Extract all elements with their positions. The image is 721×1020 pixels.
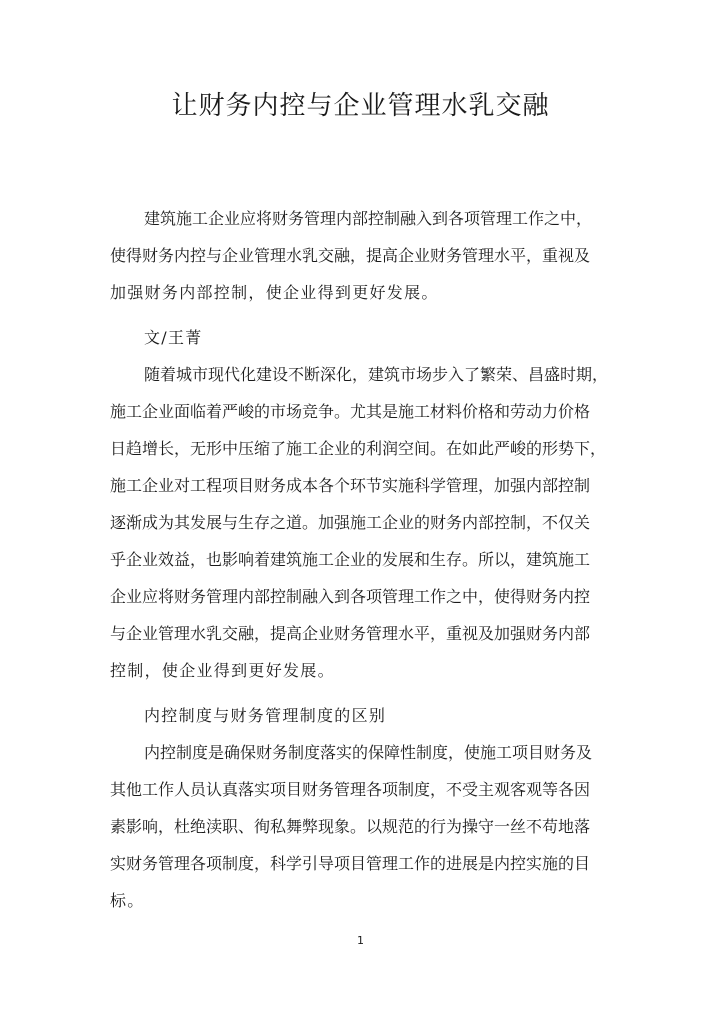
text-line: 其他工作人员认真落实项目财务管理各项制度，不受主观客观等各因 (110, 780, 591, 799)
text-line: 施工企业对工程项目财务成本各个环节实施科学管理，加强内部控制 (110, 476, 591, 495)
text-line: 逐渐成为其发展与生存之道。加强施工企业的财务内部控制，不仅关 (110, 513, 591, 532)
text-line: 使得财务内控与企业管理水乳交融，提高企业财务管理水平，重视及 (110, 246, 591, 265)
text-line: 文/王菁 (144, 328, 203, 347)
text-line: 素影响，杜绝渎职、徇私舞弊现象。以规范的行为操守一丝不苟地落 (110, 817, 591, 836)
text-line: 控制，使企业得到更好发展。 (110, 661, 335, 680)
text-line: 内控制度是确保财务制度落实的保障性制度，使施工项目财务及 (144, 743, 593, 762)
text-line: 企业应将财务管理内部控制融入到各项管理工作之中，使得财务内控 (110, 587, 591, 606)
text-line: 内控制度与财务管理制度的区别 (144, 706, 387, 725)
document-title: 让财务内控与企业管理水乳交融 (171, 91, 550, 121)
text-line: 施工企业面临着严峻的市场竞争。尤其是施工材料价格和劳动力价格 (110, 402, 591, 421)
text-line: 实财务管理各项制度，科学引导项目管理工作的进展是内控实施的目 (110, 854, 591, 873)
text-line: 标。 (110, 891, 145, 910)
page-number: 1 (357, 934, 364, 947)
text-line: 随着城市现代化建设不断深化，建筑市场步入了繁荣、昌盛时期， (144, 365, 609, 384)
text-line: 加强财务内部控制，使企业得到更好发展。 (110, 283, 439, 302)
text-line: 建筑施工企业应将财务管理内部控制融入到各项管理工作之中， (144, 209, 593, 228)
text-line: 乎企业效益，也影响着建筑施工企业的发展和生存。所以，建筑施工 (110, 550, 591, 569)
text-line: 与企业管理水乳交融，提高企业财务管理水平，重视及加强财务内部 (110, 624, 591, 643)
text-line: 日趋增长，无形中压缩了施工企业的利润空间。在如此严峻的形势下， (110, 439, 607, 458)
